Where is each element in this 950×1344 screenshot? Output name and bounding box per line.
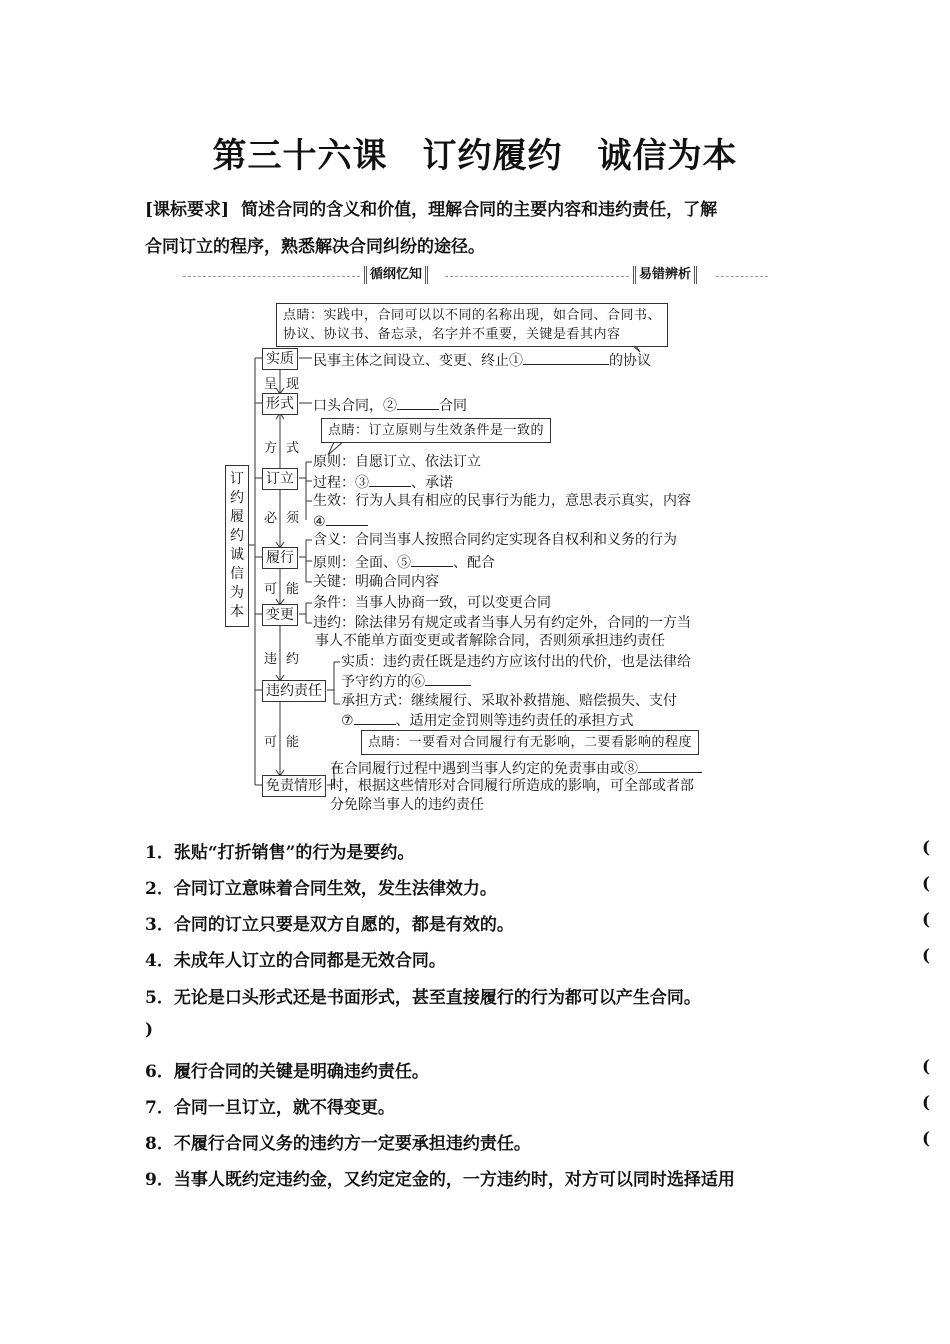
node-weiyue-zeren: 违约责任	[262, 680, 326, 702]
note-principles: 点睛：订立原则与生效条件是一致的	[321, 418, 551, 443]
link-weiyue-2: 约	[286, 652, 300, 667]
shizhi-text: 民事主体之间设立、变更、终止① 的协议	[313, 350, 651, 370]
root-node: 订约履约 诚信为本	[225, 465, 249, 627]
question-1: 1．张贴“打折销售”的行为是要约。	[145, 843, 415, 863]
blank-6	[425, 671, 471, 686]
question-5: 5．无论是口头形式还是书面形式，甚至直接履行的行为都可以产生合同。	[145, 988, 701, 1008]
lvxing-key: 关键：明确合同内容	[313, 574, 439, 590]
question-4: 4．未成年人订立的合同都是无效合同。	[145, 951, 446, 971]
link-keneng-2b: 能	[286, 735, 300, 750]
node-mianze: 免责情形	[262, 775, 326, 797]
note-line: 点睛：实践中，合同可以以不同的名称出现，如合同、合同书、	[283, 308, 662, 323]
link-bixu-1: 必	[264, 511, 278, 526]
link-bixu-2: 须	[286, 511, 300, 526]
blank-4	[326, 511, 368, 526]
node-biangeng: 变更	[262, 604, 298, 626]
blank-3	[369, 472, 411, 487]
mianze-text-2: 时，根据这些情形对合同履行所造成的影响，可全部或者部	[330, 778, 694, 794]
page-title: 第三十六课 订约履约 诚信为本	[212, 136, 738, 176]
xingshi-text: 口头合同，② 合同	[313, 395, 467, 415]
dingli-process: 过程：③ 、承诺	[313, 472, 453, 492]
lvxing-meaning: 含义：合同当事人按照合同约定实现各自权利和义务的行为	[313, 532, 677, 548]
link-fangshi-2: 式	[286, 441, 300, 456]
answer-paren-1: (	[922, 838, 931, 858]
question-2: 2．合同订立意味着合同生效，发生法律效力。	[145, 879, 497, 899]
blank-8	[638, 758, 702, 773]
link-weiyue-1: 违	[264, 652, 278, 667]
requirement-line-2: 合同订立的程序，熟悉解决合同纠纷的途径。	[145, 237, 485, 257]
question-3: 3．合同的订立只要是双方自愿的，都是有效的。	[145, 915, 514, 935]
dingli-principle: 原则：自愿订立、依法订立	[313, 454, 481, 470]
answer-paren-3: (	[922, 910, 931, 930]
node-dingli: 订立	[262, 468, 298, 490]
blank-2	[397, 395, 439, 410]
zeren-essence: 实质：违约责任既是违约方应该付出的代价，也是法律给	[341, 654, 691, 670]
question-7: 7．合同一旦订立，就不得变更。	[145, 1098, 395, 1118]
note-exemption: 点睛：一要看对合同履行有无影响，二要看影响的程度	[361, 730, 699, 755]
dingli-validity-cont: ④	[313, 511, 368, 531]
banner-tag-errors: 易错辨析	[633, 266, 697, 284]
blank-5	[411, 552, 453, 567]
node-shizhi: 实质	[262, 348, 298, 370]
question-8: 8．不履行合同义务的违约方一定要承担违约责任。	[145, 1134, 531, 1154]
answer-paren-6: (	[922, 1057, 931, 1077]
lvxing-principle: 原则：全面、⑤ 、配合	[313, 552, 495, 572]
requirement-text-1: 简述合同的含义和价值，理解合同的主要内容和违约责任，了解	[241, 200, 718, 220]
link-chengxian-2: 现	[286, 377, 300, 392]
answer-paren-2: (	[922, 874, 931, 894]
requirement-label: [课标要求]	[145, 200, 230, 220]
biangeng-breach: 违约：除法律另有规定或者当事人另有约定外，合同的一方当	[313, 615, 691, 631]
node-xingshi: 形式	[262, 393, 298, 415]
mianze-text-1: 在合同履行过程中遇到当事人约定的免责事由或⑧	[330, 758, 702, 778]
link-keneng-2a: 可	[264, 735, 278, 750]
question-6: 6．履行合同的关键是明确违约责任。	[145, 1062, 429, 1082]
zeren-essence-cont: 予守约方的⑥	[341, 671, 471, 691]
node-lvxing: 履行	[262, 547, 298, 569]
banner-tag-review: 循纲忆知	[364, 266, 428, 284]
answer-paren-4: (	[922, 946, 931, 966]
biangeng-breach-cont: 事人不能单方面变更或者解除合同，否则须承担违约责任	[315, 633, 665, 649]
zeren-ways: 承担方式：继续履行、采取补救措施、赔偿损失、支付	[341, 693, 677, 709]
mianze-text-3: 分免除当事人的违约责任	[330, 797, 484, 813]
note-contract-names	[276, 303, 668, 347]
question-9: 9．当事人既约定违约金，又约定定金的，一方违约时，对方可以同时选择适用	[145, 1170, 735, 1190]
zeren-ways-cont: ⑦ 、适用定金罚则等违约责任的承担方式	[341, 710, 634, 730]
link-keneng-1b: 能	[286, 582, 300, 597]
biangeng-condition: 条件：当事人协商一致，可以变更合同	[313, 595, 551, 611]
blank-7	[354, 710, 396, 725]
blank-1	[523, 350, 609, 365]
answer-paren-5: )	[145, 1020, 154, 1040]
link-fangshi-1: 方	[264, 441, 278, 456]
link-keneng-1a: 可	[264, 582, 278, 597]
dingli-validity: 生效：行为人具有相应的民事行为能力，意思表示真实，内容	[313, 493, 691, 509]
link-chengxian-1: 呈	[264, 377, 278, 392]
note-line: 协议、协议书、备忘录，名字并不重要，关键是看其内容	[283, 327, 621, 342]
answer-paren-8: (	[922, 1129, 931, 1149]
answer-paren-7: (	[922, 1093, 931, 1113]
